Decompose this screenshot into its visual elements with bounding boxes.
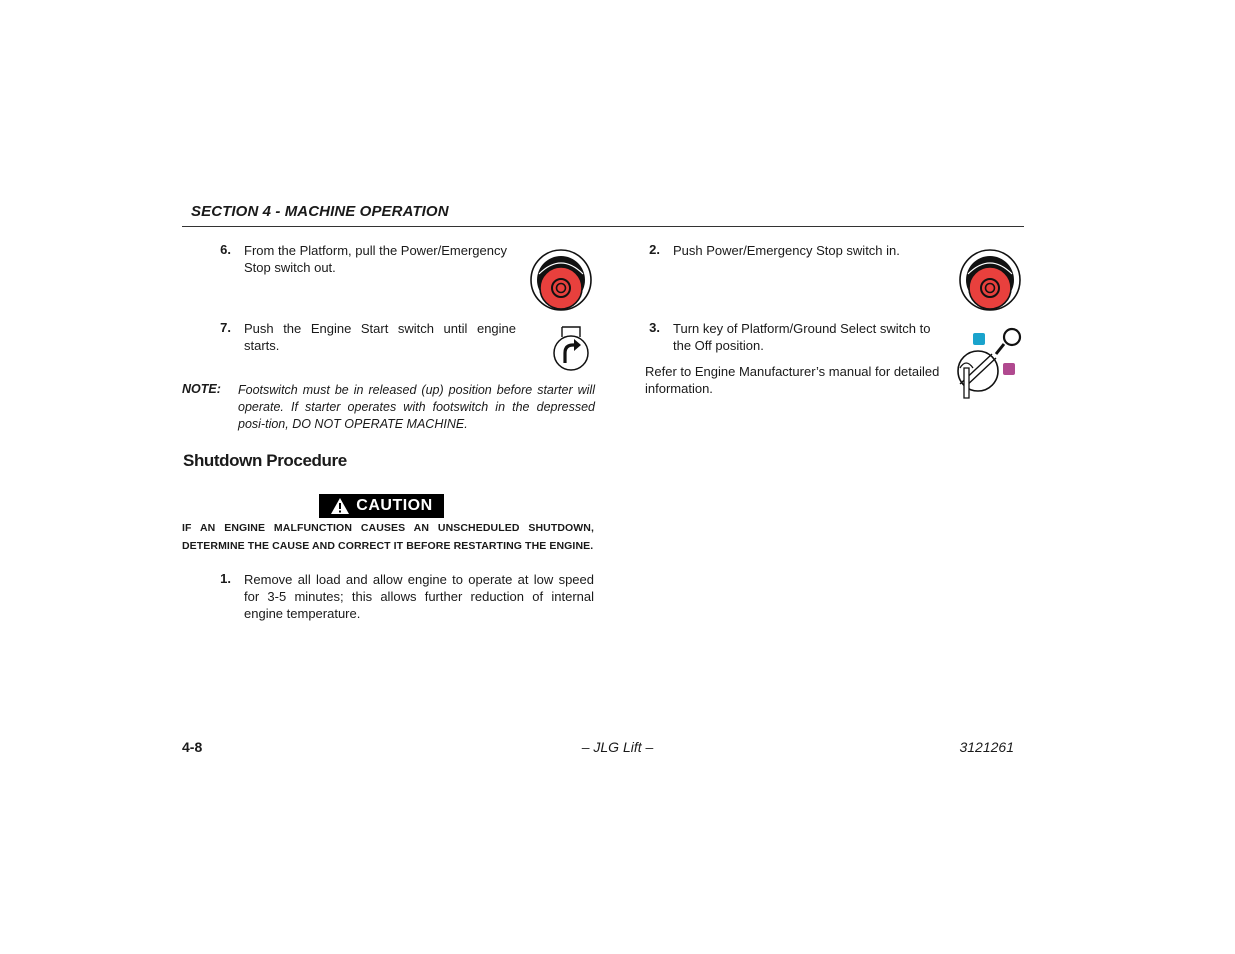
step-text: Push the Engine Start switch until engine starts. (244, 321, 516, 353)
section-heading: Shutdown Procedure (183, 451, 347, 470)
step-number: 6. (220, 242, 231, 257)
step-text: Turn key of Platform/Ground Select switch to the Off position. (673, 321, 931, 353)
key-switch-icon (952, 326, 1024, 400)
document-number: 3121261 (959, 739, 1014, 755)
step-text: Remove all load and allow engine to operate at low speed for 3-5 minutes; this allows further reduction of internal engine temperature. (244, 572, 594, 621)
page-number: 4-8 (182, 739, 203, 755)
step-number: 7. (220, 320, 231, 335)
caution-text: IF AN ENGINE MALFUNCTION CAUSES AN UNSCHEDULED SHUTDOWN, DETERMINE THE CAUSE AND CORRECT IT BEFORE RESTARTING THE ENGINE. (182, 522, 594, 552)
refer-text: Refer to Engine Manufacturer’s manual for detailed information. (645, 364, 940, 396)
header-rule (182, 226, 1024, 227)
warning-icon (330, 497, 350, 515)
section-title: SECTION 4 - MACHINE OPERATION (191, 203, 449, 220)
note-label: NOTE: (182, 382, 221, 396)
step-text: From the Platform, pull the Power/Emergency Stop switch out. (244, 243, 507, 275)
step-number: 2. (649, 242, 660, 257)
caution-label: CAUTION (356, 497, 433, 514)
caution-banner (319, 494, 444, 518)
emergency-stop-icon (958, 248, 1022, 312)
note-text: Footswitch must be in released (up) position before starter will operate. If starter operates with footswitch in the depressed posi-tion, DO NOT OPERATE MACHINE. (238, 383, 595, 431)
engine-start-icon (550, 325, 592, 375)
footer-title: – JLG Lift – (581, 739, 654, 755)
step-number: 3. (649, 320, 660, 335)
emergency-stop-icon (529, 248, 593, 312)
step-number: 1. (220, 571, 231, 586)
step-text: Push Power/Emergency Stop switch in. (673, 243, 900, 258)
